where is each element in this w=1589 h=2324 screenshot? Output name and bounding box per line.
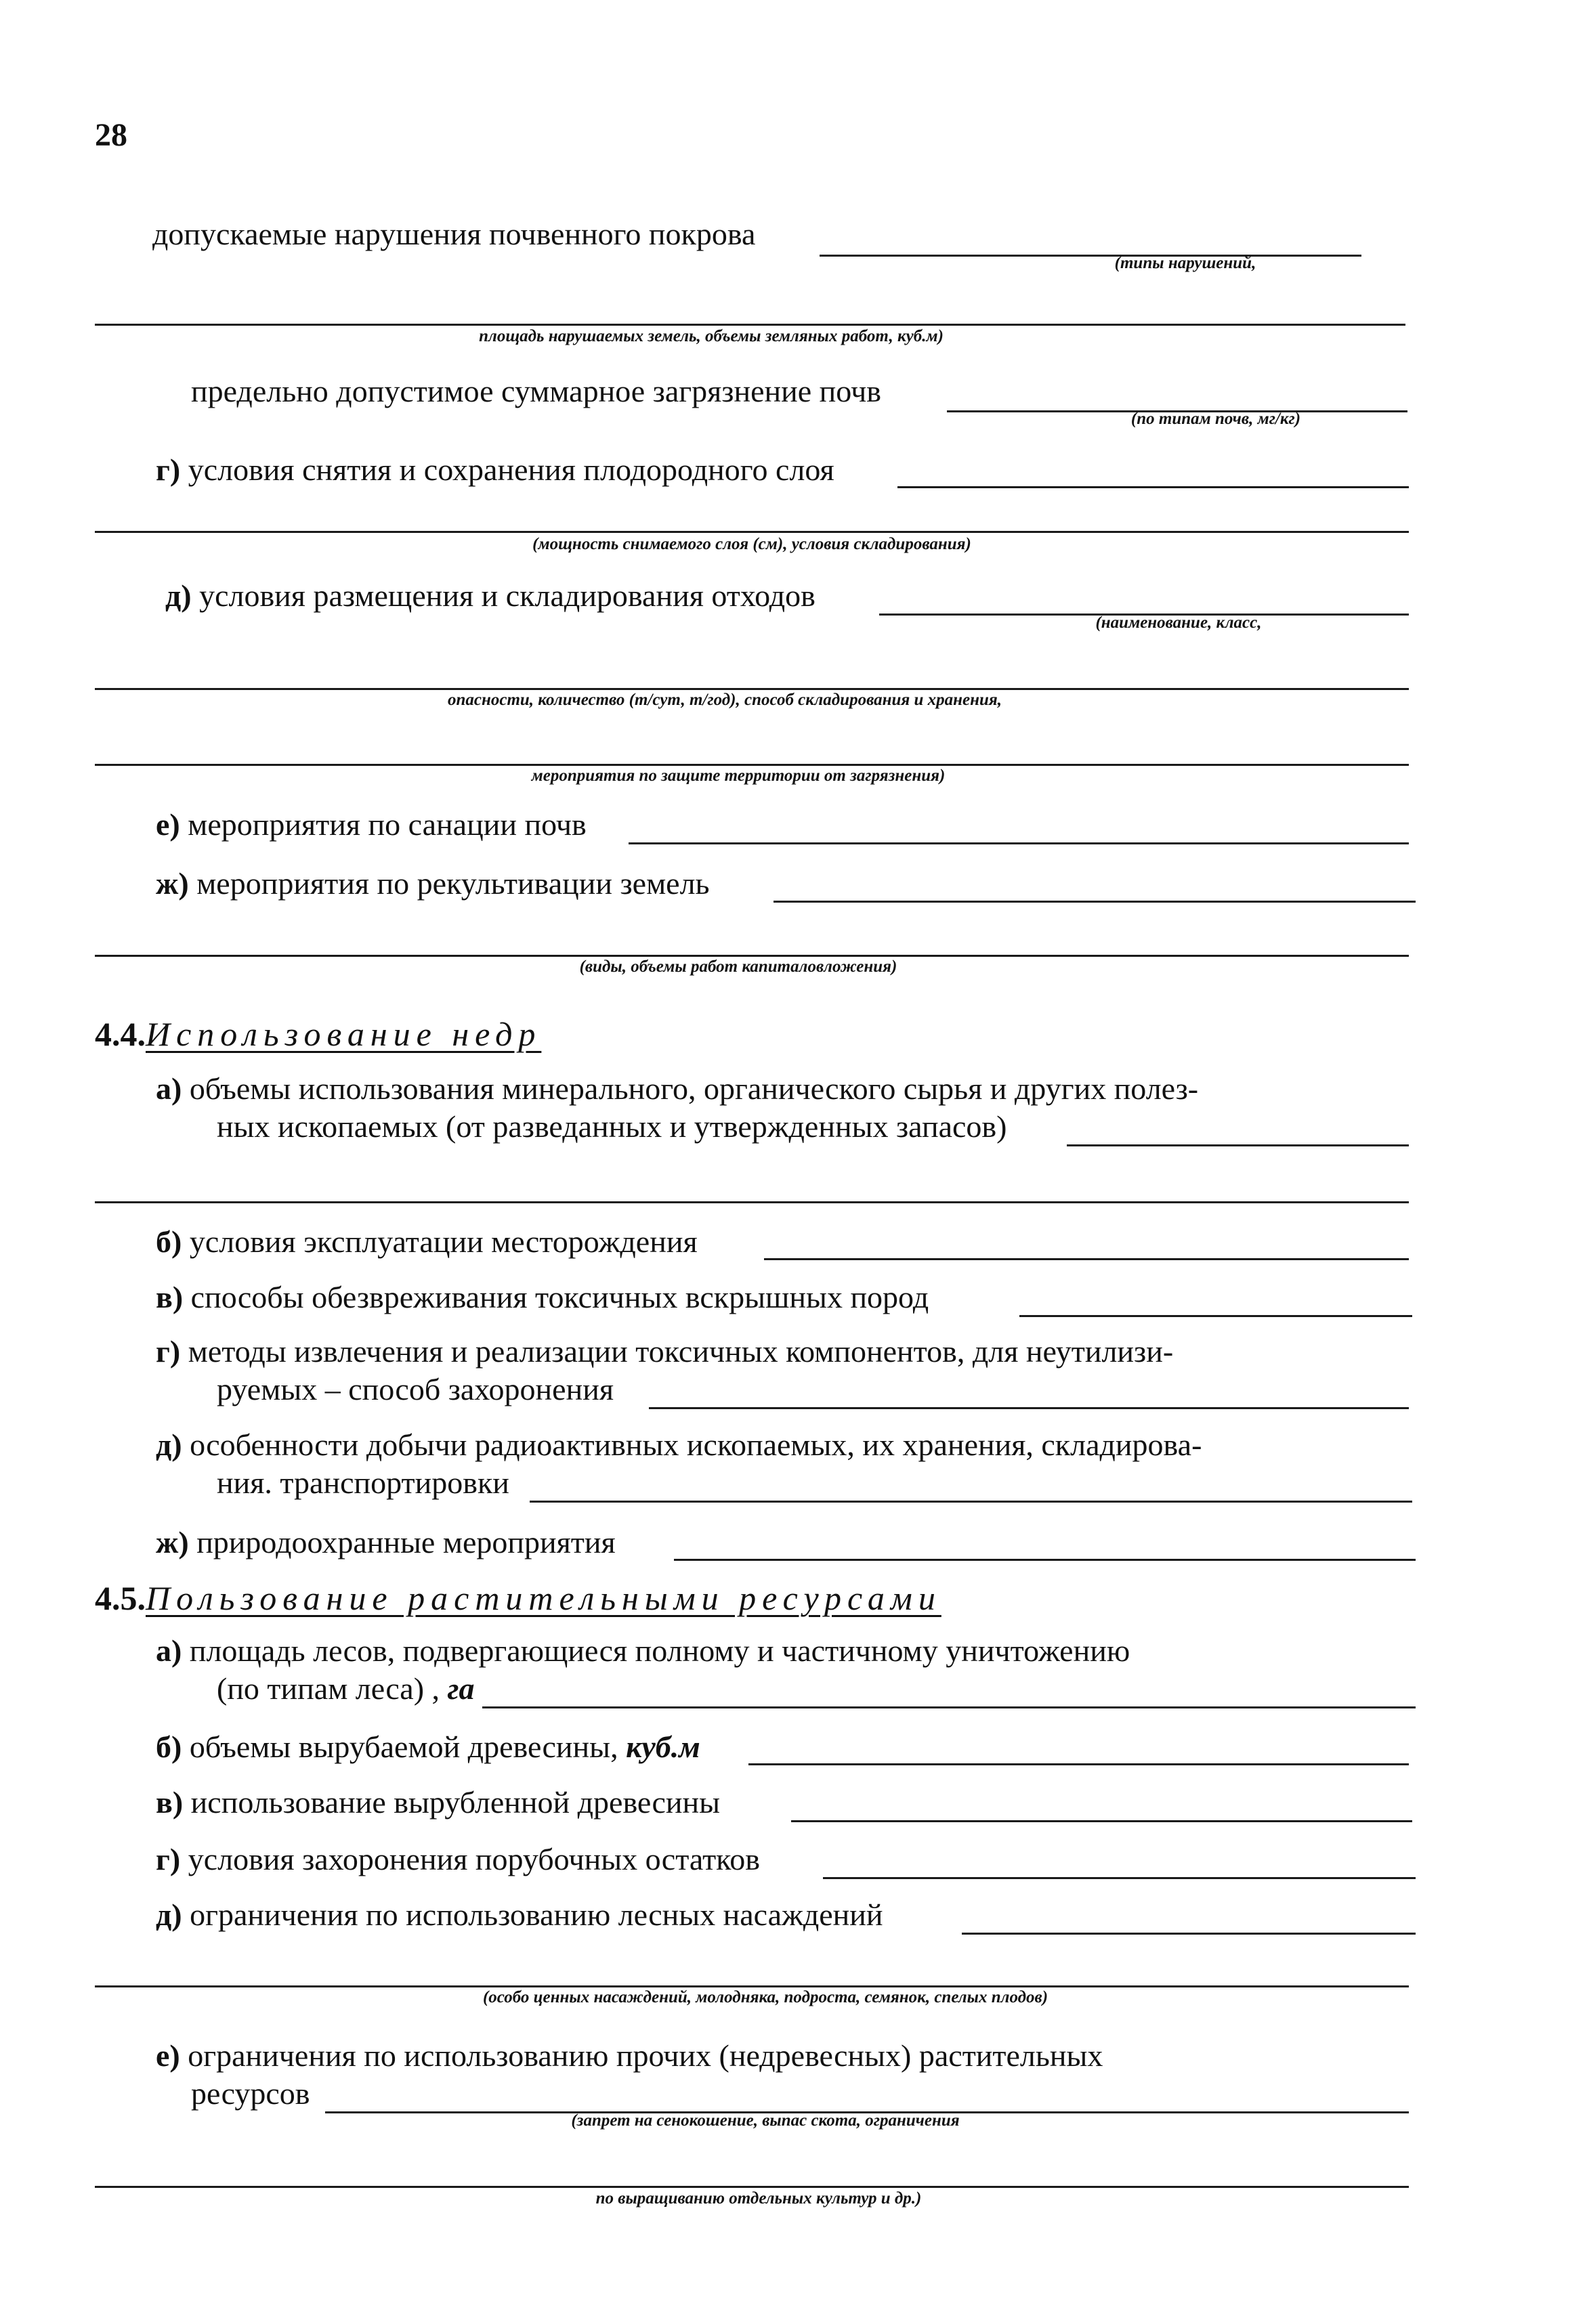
s45-d-caption: (особо ценных насаждений, молодняка, подроста, семянок, спелых плодов) [482,1988,1048,2006]
section-4-4-number: 4.4. [95,1015,146,1053]
s45-d-field[interactable] [962,1933,1416,1935]
item-e-field[interactable] [629,842,1409,844]
s45-a-text-1: площадь лесов, подвергающиеся полному и частичному уничтожению [189,1633,1130,1668]
s44-a-text-2: ных ископаемых (от разведанных и утвержденных запасов) [217,1109,1007,1144]
s45-b-field[interactable] [748,1763,1409,1765]
item-g-field[interactable] [897,486,1409,488]
s45-e-label: е) [156,2038,180,2073]
section-4-4-heading [95,1014,541,1054]
s45-b-unit: куб.м [626,1729,700,1764]
section-4-5-heading [95,1578,941,1618]
s44-a-field[interactable] [1067,1144,1409,1146]
s45-g-field[interactable] [823,1877,1416,1879]
s45-g-text: условия захоронения порубочных остатков [188,1842,760,1876]
s44-v-field[interactable] [1019,1315,1412,1317]
s45-e-field-2[interactable] [95,2186,1409,2188]
section-4-5-title: Пользование растительными ресурсами [146,1579,941,1617]
s45-b-text: объемы вырубаемой древесины, [189,1729,618,1764]
s44-v-text: способы обезвреживания токсичных вскрышных пород [190,1280,929,1314]
soil-violations-caption: (типы нарушений, [1114,254,1256,272]
item-d-caption-1: (наименование, класс, [1095,614,1262,632]
s44-zh-text: природоохранные мероприятия [196,1525,616,1559]
soil-violations-caption-2: площадь нарушаемых земель, объемы земляных работ, куб.м) [479,327,944,345]
s44-a-text-1: объемы использования минерального, органического сырья и других полез- [189,1071,1199,1106]
s45-b-label: б) [156,1729,182,1764]
s44-zh-label: ж) [156,1525,189,1559]
s45-a-label: а) [156,1633,182,1668]
item-d-caption-3: мероприятия по защите территории от загрязнения) [531,767,946,785]
section-4-4-title: Использование недр [146,1015,542,1053]
s45-e-text-1: ограничения по использованию прочих (недревесных) растительных [188,2038,1103,2073]
s45-e-caption-2: по выращиванию отдельных культур и др.) [595,2189,922,2208]
max-pollution-caption: (по типам почв, мг/кг) [1130,410,1301,428]
s45-a-text-2: (по типам леса) , [217,1671,440,1706]
s45-g-label: г) [156,1842,181,1876]
max-pollution-label: предельно допустимое суммарное загрязнение почв [191,374,881,408]
item-d-text: условия размещения и складирования отходов [199,578,815,613]
s44-g-label: г) [156,1334,181,1369]
s44-b-label: б) [156,1224,182,1259]
item-g-text: условия снятия и сохранения плодородного слоя [188,452,834,487]
s45-v-label: в) [156,1785,184,1820]
s45-d-text: ограничения по использованию лесных насаждений [190,1897,883,1932]
s44-a-field-2[interactable] [95,1201,1409,1203]
s45-a-unit: га [447,1671,475,1706]
s44-d-text-1: особенности добычи радиоактивных ископаемых, их хранения, складирова- [190,1427,1202,1462]
s44-d-label: д) [156,1427,182,1462]
item-g-caption: (мощность снимаемого слоя (см), условия складирования) [532,535,971,553]
page-number: 28 [95,117,127,153]
s44-g-text-2: руемых – способ захоронения [217,1372,614,1406]
item-zh-field[interactable] [774,901,1416,903]
s45-a-field[interactable] [482,1706,1416,1708]
s44-b-field[interactable] [764,1258,1409,1260]
s44-b-text: условия эксплуатации месторождения [189,1224,698,1259]
item-zh-caption: (виды, объемы работ капиталовложения) [579,957,897,976]
s45-e-caption-1: (запрет на сенокошение, выпас скота, ограничения [571,2111,960,2130]
s45-d-label: д) [156,1897,182,1932]
item-zh-text: мероприятия по рекультивации земель [196,866,710,901]
item-d-caption-2: опасности, количество (т/сут, т/год), способ складирования и хранения, [447,691,1002,709]
s44-a-label: а) [156,1071,182,1106]
s44-zh-field[interactable] [674,1559,1416,1561]
s44-v-label: в) [156,1280,184,1314]
s45-v-text: использование вырубленной древесины [190,1785,721,1820]
s44-g-field[interactable] [649,1407,1409,1409]
item-d-label: д) [165,578,192,613]
soil-violations-label: допускаемые нарушения почвенного покрова [152,217,756,251]
s44-d-text-2: ния. транспортировки [217,1465,509,1500]
item-g-label: г) [156,452,181,487]
soil-violations-field-2[interactable] [95,324,1405,326]
item-zh-label: ж) [156,866,189,901]
item-e-text: мероприятия по санации почв [188,807,587,842]
s45-v-field[interactable] [791,1820,1412,1822]
s44-g-text-1: методы извлечения и реализации токсичных компонентов, для неутилизи- [188,1334,1174,1369]
item-g-field-2[interactable] [95,531,1409,533]
item-e-label: е) [156,807,180,842]
s44-d-field[interactable] [530,1501,1412,1503]
s45-e-text-2: ресурсов [191,2076,310,2111]
section-4-5-number: 4.5. [95,1579,146,1617]
